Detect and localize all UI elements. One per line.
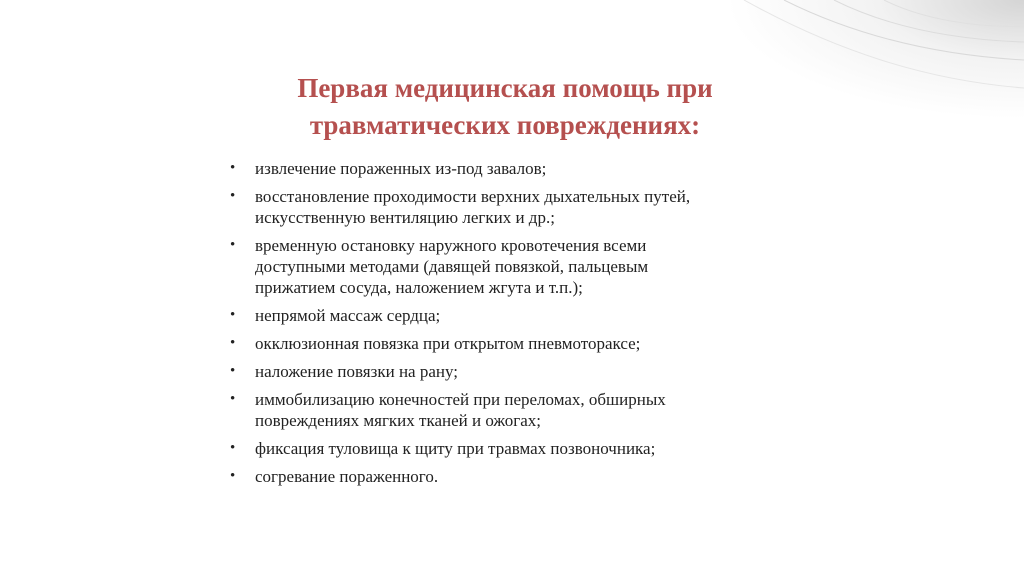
list-item	[230, 235, 830, 298]
title-line-2: травматических повреждениях:	[309, 110, 701, 140]
list-item-text: временную остановку наружного кровотечения всеми	[255, 236, 647, 255]
list-item-text: наложение повязки на рану;	[255, 362, 458, 381]
list-item-text: окклюзионная повязка при открытом пневмотораксе;	[255, 334, 641, 353]
list-item	[230, 186, 830, 228]
bullet-icon: •	[230, 468, 236, 484]
bullet-icon: •	[230, 237, 236, 253]
bullet-icon: •	[230, 307, 236, 323]
list-item	[230, 305, 830, 326]
bullet-icon: •	[230, 440, 236, 456]
list-item-text: искусственную вентиляцию легких и др.;	[255, 208, 555, 227]
list-item-text: повреждениях мягких тканей и ожогах;	[255, 411, 541, 430]
bullet-icon: •	[230, 160, 236, 176]
list-item	[230, 466, 830, 487]
list-item-text: непрямой массаж сердца;	[255, 306, 441, 325]
bullet-list	[230, 158, 830, 494]
list-item	[230, 438, 830, 459]
list-item-text: прижатием сосуда, наложением жгута и т.п.);	[255, 278, 583, 297]
list-item	[230, 389, 830, 431]
list-item-text: доступными методами (давящей повязкой, пальцевым	[255, 257, 649, 276]
bullet-icon: •	[230, 335, 236, 351]
slide-title	[200, 70, 810, 144]
bullet-icon: •	[230, 188, 236, 204]
bullet-icon: •	[230, 363, 236, 379]
title-line-1: Первая медицинская помощь при	[297, 73, 713, 103]
list-item-text: извлечение пораженных из-под завалов;	[255, 159, 547, 178]
list-item	[230, 333, 830, 354]
bullet-icon: •	[230, 391, 236, 407]
list-item-text: фиксация туловища к щиту при травмах позвоночника;	[255, 439, 656, 458]
list-item-text: иммобилизацию конечностей при переломах, обширных	[255, 390, 666, 409]
list-item-text: согревание пораженного.	[255, 467, 439, 486]
list-item	[230, 361, 830, 382]
list-item-text: восстановление проходимости верхних дыхательных путей,	[255, 187, 691, 206]
list-item	[230, 158, 830, 179]
